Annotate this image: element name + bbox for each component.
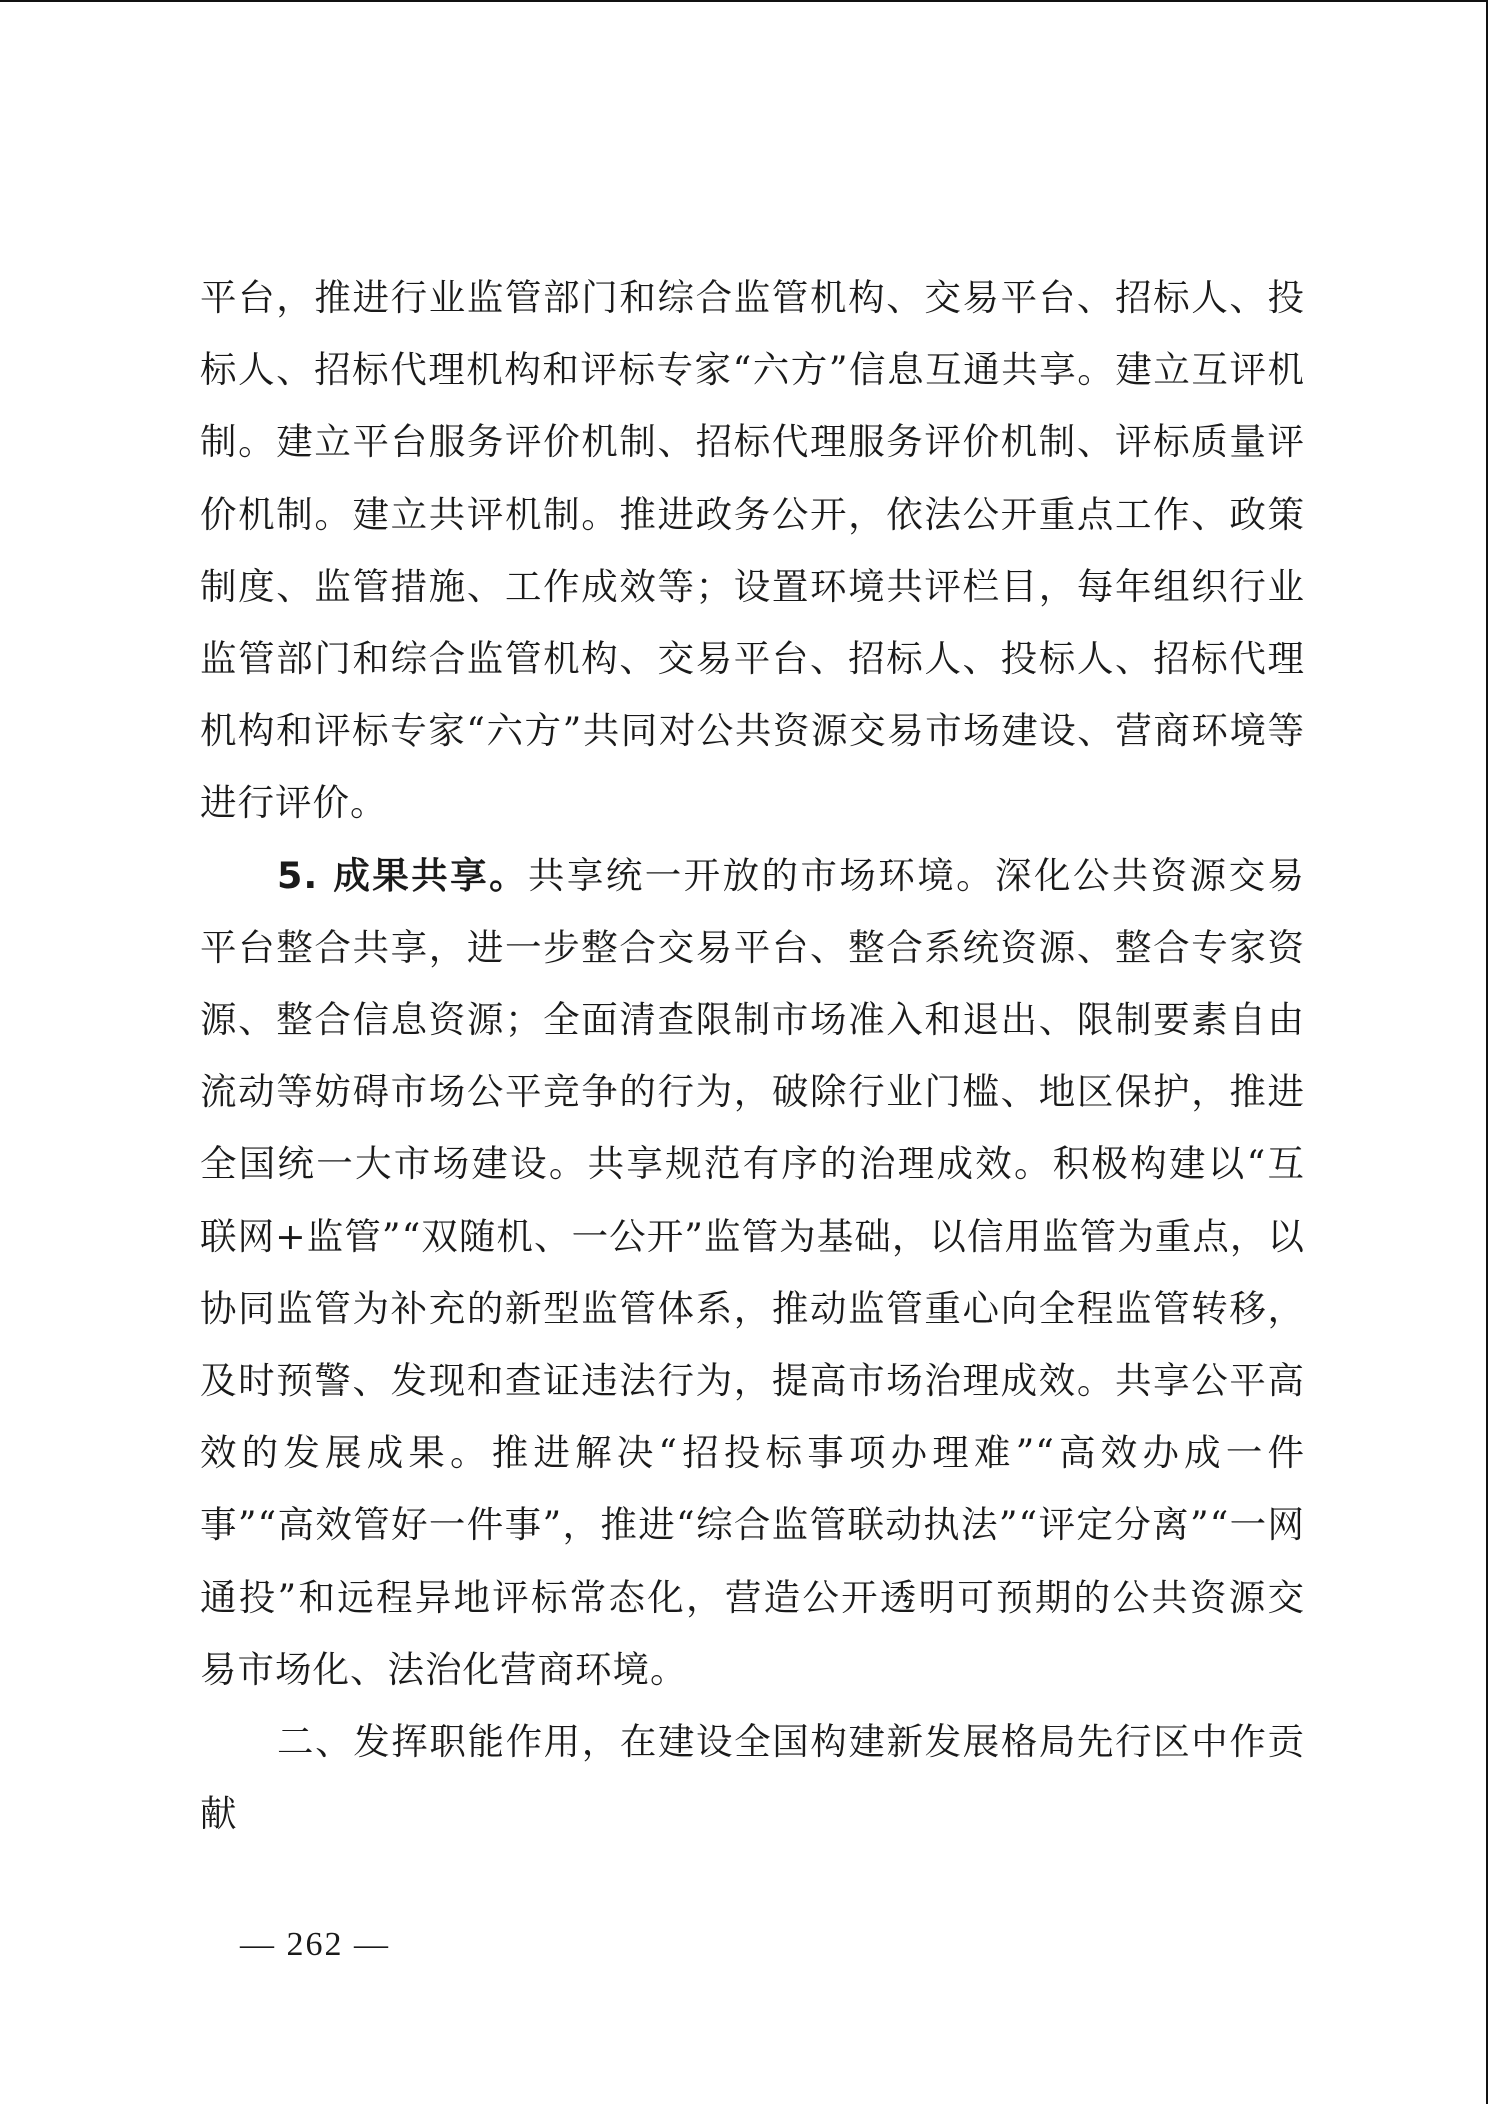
document-body: [200, 262, 1305, 1850]
page-number: — 262 —: [240, 1926, 390, 1963]
paragraph-2: [200, 840, 1305, 1706]
paragraph-2-heading: 5. 成果共享。: [277, 853, 528, 897]
page-border-top: [0, 0, 1488, 2]
section-heading: 二、发挥职能作用，在建设全国构建新发展格局先行区中作贡献: [200, 1720, 1305, 1836]
paragraph-2-body: 共享统一开放的市场环境。深化公共资源交易平台整合共享，进一步整合交易平台、整合系统资源、整合专家资源、整合信息资源；全面清查限制市场准入和退出、限制要素自由流动等妨碍市场公平竞争的行为，破除行业门槛、地区保护，推进全国统一大市场建设。共享规范有序的治理成效。积极构建以“互联网+监管”“双随机、一公开”监管为基础，以信用监管为重点，以协同监管为补充的新型监管体系，推动监管重心向全程监管转移，及时预警、发现和查证违法行为，提高市场治理成效。共享公平高效的发展成果。推进解决“招投标事项办理难”“高效办成一件事”“高效管好一件事”，推进“综合监管联动执法”“评定分离”“一网通投”和远程异地评标常态化，营造公开透明可预期的公共资源交易市场化、法治化营商环境。: [200, 853, 1305, 1691]
paragraph-1: 平台，推进行业监管部门和综合监管机构、交易平台、招标人、投标人、招标代理机构和评标专家“六方”信息互通共享。建立互评机制。建立平台服务评价机制、招标代理服务评价机制、评标质量评价机制。建立共评机制。推进政务公开，依法公开重点工作、政策制度、监管措施、工作成效等；设置环境共评栏目，每年组织行业监管部门和综合监管机构、交易平台、招标人、投标人、招标代理机构和评标专家“六方”共同对公共资源交易市场建设、营商环境等进行评价。: [200, 276, 1305, 825]
